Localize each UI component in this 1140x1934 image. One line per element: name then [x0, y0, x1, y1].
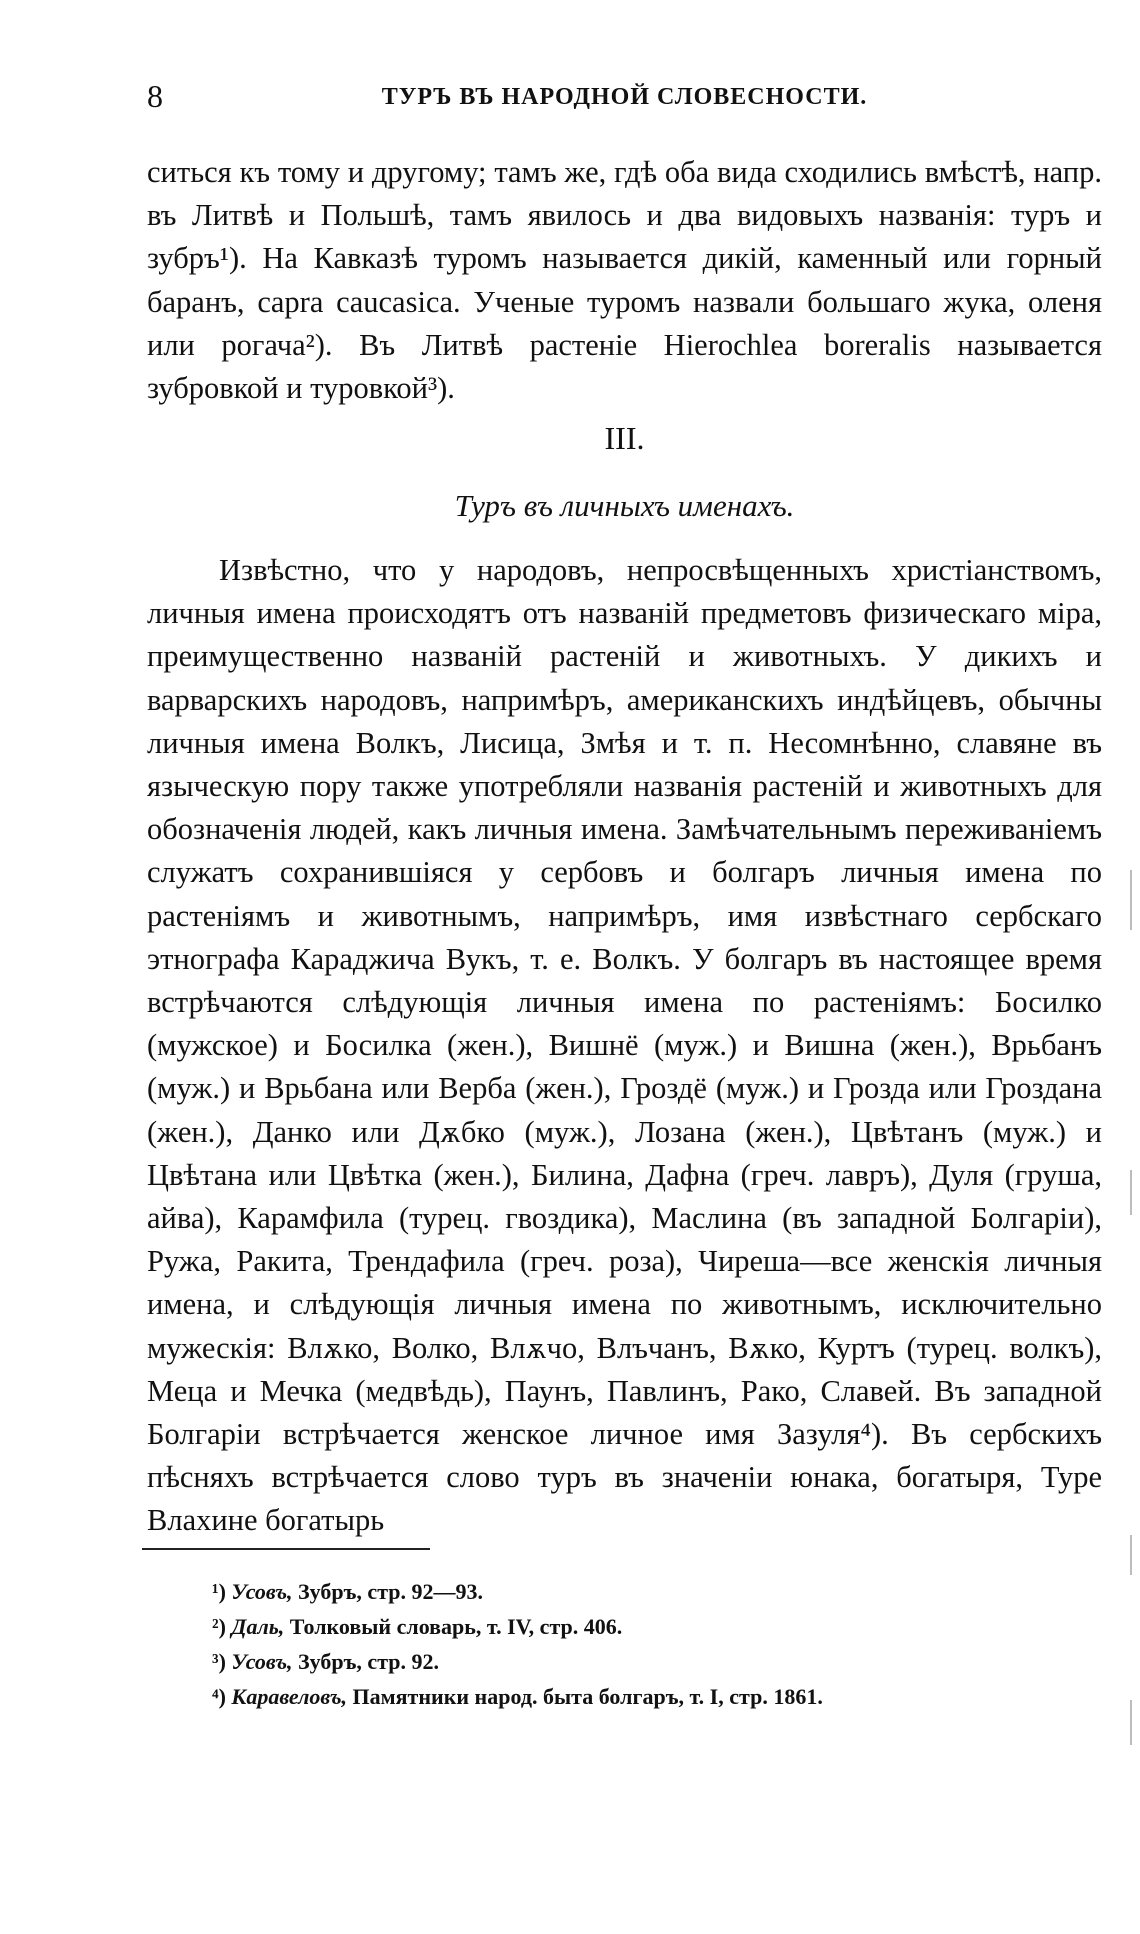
page-number: 8 — [147, 78, 163, 114]
footnote-4 — [212, 1679, 1092, 1714]
footnote-text: Зубръ, стр. 92—93. — [292, 1579, 484, 1604]
section-title: Туръ въ личныхъ именахъ. — [454, 488, 795, 523]
footnote-marker: ³) — [212, 1649, 226, 1674]
footnote-author: Усовъ, — [231, 1579, 293, 1604]
footnote-text: Памятники народ. быта болгаръ, т. I, стр. 1861. — [347, 1684, 823, 1709]
footnote-marker: ²) — [212, 1614, 226, 1639]
continued-paragraph — [147, 151, 1102, 410]
footnote-2 — [212, 1609, 1092, 1644]
main-paragraph — [147, 549, 1102, 1543]
footnote-3 — [212, 1644, 1092, 1679]
footnote-text: Толковый словарь, т. IV, стр. 406. — [284, 1614, 623, 1639]
footnote-divider — [142, 1548, 430, 1550]
scan-edge-mark — [1130, 1535, 1132, 1575]
footnote-text: Зубръ, стр. 92. — [292, 1649, 440, 1674]
scan-edge-mark — [1130, 870, 1132, 930]
footnote-marker: ¹) — [212, 1579, 226, 1604]
footnote-author: Усовъ, — [231, 1649, 293, 1674]
running-title: ТУРЪ ВЪ НАРОДНОЙ СЛОВЕСНОСТИ. — [381, 84, 868, 110]
scan-edge-mark — [1130, 1700, 1132, 1745]
footnote-1 — [212, 1574, 1092, 1609]
footnote-marker: ⁴) — [212, 1684, 226, 1709]
paragraph-text: ситься къ тому и другому; тамъ же, гдѣ оба вида сходились вмѣстѣ, напр. въ Литвѣ и Польшѣ, тамъ явилось и два видовыхъ названія: туръ и зубръ¹). На Кавказѣ туромъ называется дикій, каменный или горный баранъ, capra caucasica. Ученые туромъ назвали большаго жука, оленя или рогача²). Въ Литвѣ растеніе Hierochlea boreralis называется зубровкой и туровкой³). — [147, 155, 1102, 406]
running-head — [147, 78, 1102, 118]
section-number: III. — [604, 420, 645, 456]
footnote-author: Даль, — [231, 1614, 285, 1639]
footnote-author: Каравеловъ, — [231, 1684, 348, 1709]
footnotes — [212, 1574, 1092, 1714]
paragraph-text: Извѣстно, что у народовъ, непросвѣщенныхъ христіанствомъ, личныя имена происходятъ отъ названій предметовъ физическаго міра, преимущественно названій растеній и животныхъ. У дикихъ и варварскихъ народовъ, напримѣръ, американскихъ индѣйцевъ, обычны личныя имена Волкъ, Лисица, Змѣя и т. п. Несомнѣнно, славяне въ языческую пору также употребляли названія растеній и животныхъ для обозначенія людей, какъ личныя имена. Замѣчательнымъ переживаніемъ служатъ сохранившіяся у сербовъ и болгаръ личныя имена по растеніямъ и животнымъ, напримѣръ, имя извѣстнаго сербскаго этнографа Караджича Вукъ, т. е. Волкъ. У болгаръ въ настоящее время встрѣчаются слѣдующія личныя имена по растеніямъ: Босилко (мужское) и Босилка (жен.), Вишнё (муж.) и Вишна (жен.), Врьбанъ (муж.) и Врьбана или Верба (жен.), Гроздё (муж.) и Грозда или Гроздана (жен.), Данко или Дѫбко (муж.), Лозана (жен.), Цвѣтанъ (муж.) и Цвѣтана или Цвѣтка (жен.), Билина, Дафна (греч. лавръ), Дуля (груша, айва), Карамфила (турец. гвоздика), Маслина (въ западной Болгаріи), Ружа, Ракита, Трендафила (греч. роза), Чиреша—все женскія личныя имена, и слѣдующія личныя имена по животнымъ, исключительно мужескія: Влѫко, Волко, Влѫчо, Влъчанъ, Вѫко, Куртъ (турец. волкъ), Меца и Мечка (медвѣдь), Паунъ, Павлинъ, Рако, Славей. Въ западной Болгаріи встрѣчается женское личное имя Зазуля⁴). Въ сербскихъ пѣсняхъ встрѣчается слово туръ въ значеніи юнака, богатыря, Туре Влахине богатырь — [147, 553, 1102, 1538]
scan-edge-mark — [1130, 1170, 1132, 1215]
